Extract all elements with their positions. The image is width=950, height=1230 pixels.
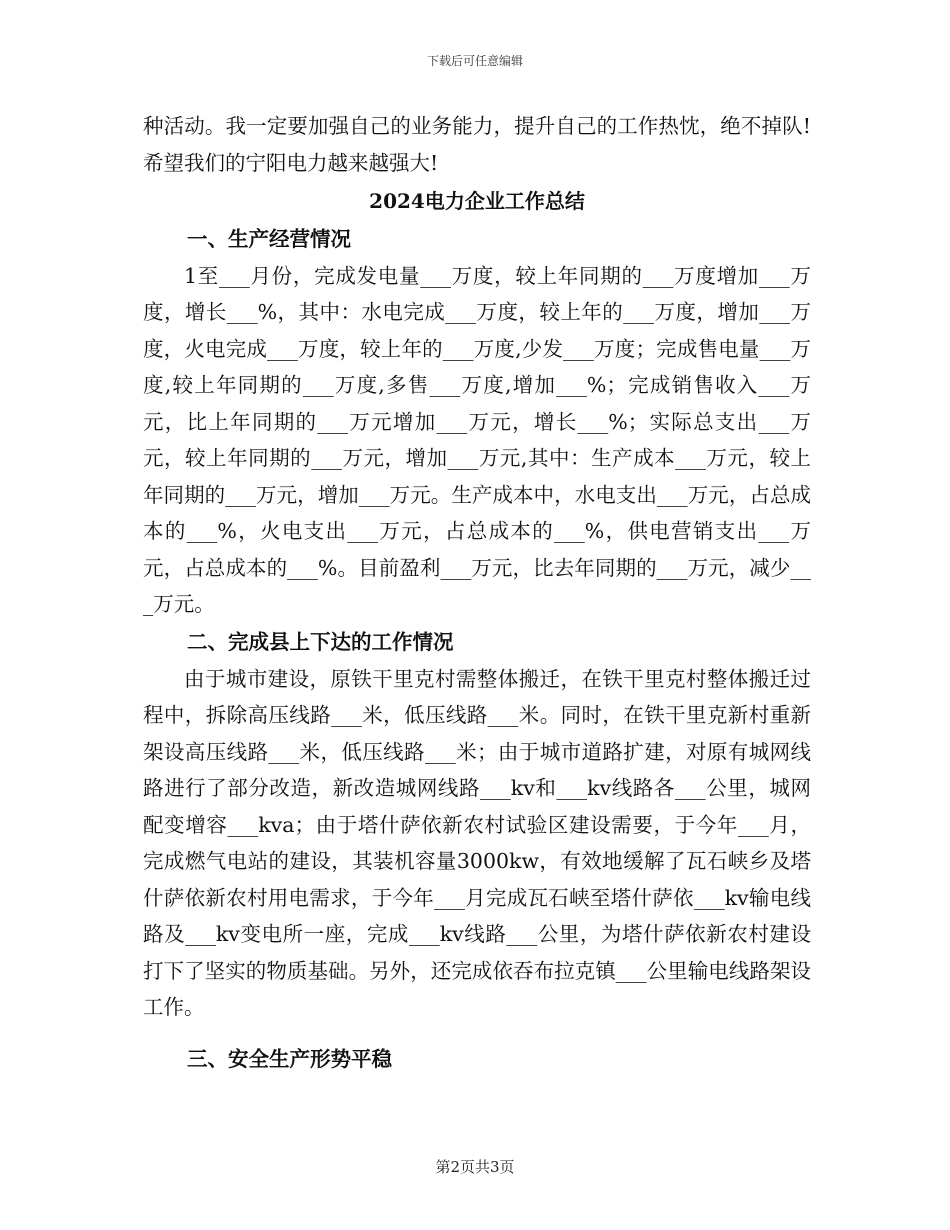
section-heading-1: 一、生产经营情况 bbox=[187, 226, 351, 251]
section-paragraph-1: 1至___月份，完成发电量___万度，较上年同期的___万度增加___万度，增长___%，其中：水电完成___万度，较上年的___万度，增加___万度，火电完成___万度，较上年的___万度,少发___万度；完成售电量___万度,较上年同期的___万度,多售___万度,增加___%；完成销售收入___万元，比上年同期的___万元增加___万元，增长___%；实际总支出___万元，较上年同期的___万元，增加___万元,其中：生产成本___万元，较上年同期的___万元，增加___万元。生产成本中，水电支出___万元，占总成本的___%，火电支出___万元，占总成本的___%，供电营销支出___万元，占总成本的___%。目前盈利___万元，比去年同期的___万元，减少___万元。 bbox=[143, 263, 811, 616]
intro-paragraph: 种活动。我一定要加强自己的业务能力，提升自己的工作热忱，绝不掉队!希望我们的宁阳电力越来越强大! bbox=[143, 114, 811, 175]
section-heading-3: 三、安全生产形势平稳 bbox=[187, 1046, 392, 1071]
document-body bbox=[143, 108, 811, 1078]
page-header: 下载后可任意编辑 bbox=[426, 54, 523, 68]
section-heading-2: 二、完成县上下达的工作情况 bbox=[187, 629, 454, 654]
section-paragraph-2: 由于城市建设，原铁干里克村需整体搬迁，在铁干里克村整体搬迁过程中，拆除高压线路___米，低压线路___米。同时，在铁干里克新村重新架设高压线路___米，低压线路___米；由于城市道路扩建，对原有城网线路进行了部分改造，新改造城网线路___kv和___kv线路各___公里，城网配变增容___kva；由于塔什萨依新农村试验区建设需要，于今年___月，完成燃气电站的建设，其装机容量3000kw，有效地缓解了瓦石峡乡及塔什萨依新农村用电需求，于今年___月完成瓦石峡至塔什萨依___kv输电线路及___kv变电所一座，完成___kv线路___公里，为塔什萨依新农村建设打下了坚实的物质基础。另外，还完成依吞布拉克镇___公里输电线路架设工作。 bbox=[143, 666, 811, 1019]
document-title: 2024电力企业工作总结 bbox=[369, 189, 585, 213]
page-footer: 第2页共3页 bbox=[435, 1158, 515, 1176]
